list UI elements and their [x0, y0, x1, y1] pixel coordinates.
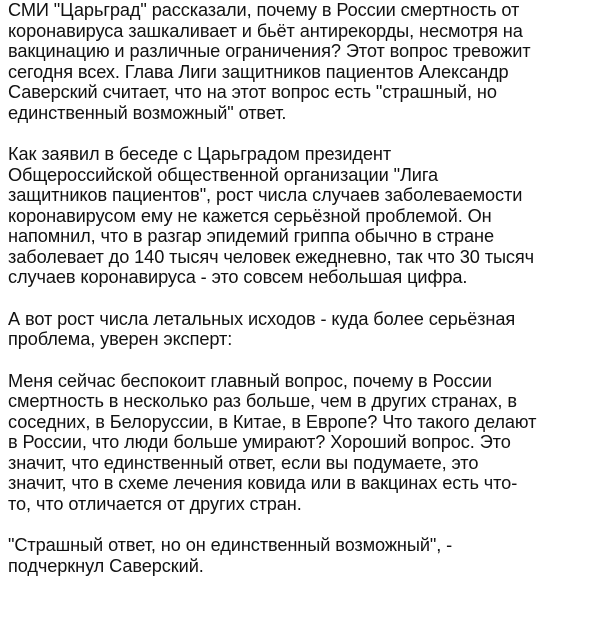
text-line: Как заявил в беседе с Царьградом президент — [8, 144, 392, 164]
text-line: напомнил, что в разгар эпидемий гриппа обычно в стране — [8, 226, 494, 246]
article-body — [8, 0, 602, 597]
text-line: коронавируса зашкаливает и бьёт антирекорды, несмотря на — [8, 20, 523, 41]
text-line: Общероссийской общественной организации "Лига — [8, 164, 439, 185]
text-line: соседних, в Белоруссии, в Китае, в Европе? Что такого делают — [8, 411, 537, 432]
text-line: А вот рост числа летальных исходов - куда более серьёзная — [8, 308, 516, 329]
text-line: вакцинацию и различные ограничения? Этот вопрос тревожит — [8, 41, 531, 61]
text-line: то, что отличается от других стран. — [8, 493, 302, 514]
paragraph-president-statement — [8, 144, 602, 288]
text-line: "Страшный ответ, но он единственный возможный", - — [8, 535, 453, 555]
text-line: Саверский считает, что на этот вопрос есть "страшный, но — [8, 82, 497, 102]
text-line: СМИ "Царьград" рассказали, почему в России смертность от — [8, 0, 520, 20]
text-line: смертность в несколько раз больше, чем в других странах, в — [8, 391, 517, 411]
text-line: случаев коронавируса - это совсем небольшая цифра. — [8, 267, 468, 287]
text-line: подчеркнул Саверский. — [8, 555, 204, 576]
paragraph-intro — [8, 0, 602, 123]
text-line: значит, что в схеме лечения ковида или в вакцинах есть что- — [8, 473, 518, 493]
text-line: Меня сейчас беспокоит главный вопрос, почему в России — [8, 370, 492, 391]
paragraph-expert-quote — [8, 371, 602, 515]
text-line: в России, что люди больше умирают? Хороший вопрос. Это — [8, 432, 511, 452]
text-line: сегодня всех. Глава Лиги защитников пациентов Александр — [8, 61, 509, 82]
text-line: заболевает до 140 тысяч человек ежедневно, так что 30 тысяч — [8, 246, 535, 267]
text-line: единственный возможный" ответ. — [8, 102, 287, 123]
text-line: коронавирусом ему не кажется серьёзной проблемой. Он — [8, 205, 492, 226]
paragraph-lethal-outcomes — [8, 309, 602, 350]
text-line: проблема, уверен эксперт: — [8, 329, 233, 349]
text-line: значит, что единственный ответ, если вы подумаете, это — [8, 452, 479, 473]
paragraph-conclusion — [8, 535, 602, 576]
text-line: защитников пациентов", рост числа случаев заболеваемости — [8, 185, 523, 205]
